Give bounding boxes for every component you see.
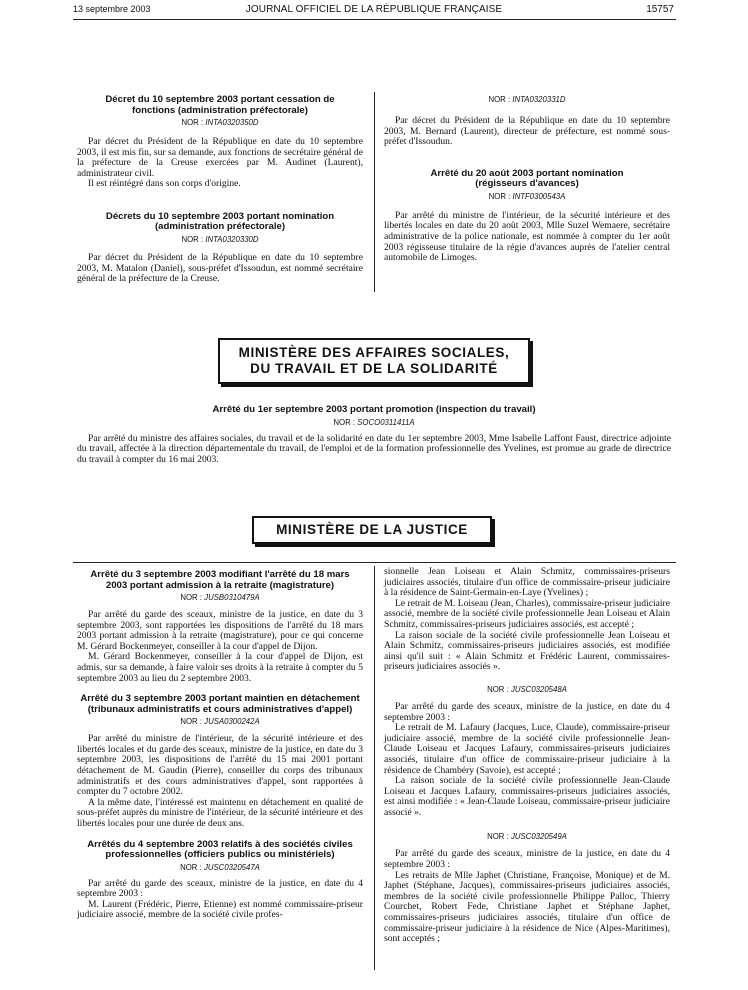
paragraph: Les retraits de Mlle Japhet (Christiane, Françoise, Monique) et de M. Japhet (Stéphane, Jacques), commissaires-priseurs judiciaires associés, membres de la société civile professionnelle Philippe Palloc, Thierry Courchet, Robert Fede, Christiane Japhet et Stéphane Japhet, commissaires-priseurs judiciaires associés, titulaire d'un office de commissaire-priseur judiciaire à la résidence de Nice (Alpes-Maritimes), sont acceptés ;	[384, 869, 670, 945]
right-top-column	[384, 95, 670, 264]
nor-line: NOR : JUSC0320548A	[487, 684, 567, 694]
left-bottom-column	[77, 570, 363, 921]
decree-title: Arrêté du 3 septembre 2003 portant maintien en détachement (tribunaux administratifs et cours administratives d'appel)	[80, 693, 360, 715]
paragraph: M. Gérard Bockenmeyer, conseiller à la cour d'appel de Dijon, est admis, sur sa demande, à faire valoir ses droits à la retraite à compter du 5 septembre 2003 au lieu du 2 septembre 2003.	[77, 651, 363, 684]
paragraph: Par décret du Président de la République en date du 10 septembre 2003, il est mis fin, sur sa demande, aux fonctions de secrétaire général de la préfecture de la Creuse exercées par M. Audinet (Laurent), administrateur civil.	[77, 136, 363, 179]
paragraph: Par arrêté du garde des sceaux, ministre de la justice, en date du 3 septembre 2003, sont rapportées les dispositions de l'arrêté du 18 mars 2003 portant admission à la retraite (magistrature), pour ce qui concerne M. Gérard Bockenmeyer, conseiller à la cour d'appel de Dijon.	[77, 609, 363, 652]
decree-title: Arrêté du 1er septembre 2003 portant promotion (inspection du travail)	[212, 404, 536, 415]
arrete-detachement	[77, 694, 363, 829]
nor-line: NOR : JUSA0300242A	[180, 717, 260, 727]
ministry-social-affairs-box	[218, 338, 530, 384]
right-bottom-column	[384, 567, 670, 945]
paragraph: Il est réintégré dans son corps d'origine.	[88, 178, 241, 190]
arrete-retraite	[77, 570, 363, 684]
header-date: 13 septembre 2003	[73, 4, 151, 14]
nor-line: NOR : INTA0320330D	[181, 234, 259, 244]
decree-cessation	[77, 95, 363, 190]
paragraph: Par arrêté du ministre des affaires sociales, du travail et de la solidarité en date du 1er septembre 2003, Mme Isabelle Laffont Faust, directrice adjointe du travail, affectée à la direction départementale du travail, de l'emploi et de la formation professionnelle des Yvelines, est promue au grade de directrice du travail à compter du 16 mai 2003.	[77, 432, 671, 465]
paragraph: Par arrêté du garde des sceaux, ministre de la justice, en date du 4 septembre 2003 :	[77, 877, 363, 900]
paragraph: M. Laurent (Frédéric, Pierre, Etienne) est nommé commissaire-priseur judiciaire associé, membre de la société civile profes-	[77, 898, 363, 921]
nor-line: NOR : JUSB0310479A	[180, 593, 260, 602]
header-rule	[73, 19, 676, 20]
decree-nomination	[77, 212, 363, 285]
decree-title: Arrêté du 3 septembre 2003 modifiant l'arrêté du 18 mars 2003 portant admission à la retraite (magistrature)	[90, 569, 350, 591]
paragraph: sionnelle Jean Loiseau et Alain Schmitz, commissaires-priseurs judiciaires associés, titulaire d'un office de commissaire-priseur judiciaire à la résidence de Saint-Germain-en-Laye (Yvelines) ;	[384, 566, 670, 599]
ministry-name: MINISTÈRE DE LA JUSTICE	[276, 522, 468, 537]
nor-line: NOR : JUSC0320547A	[180, 862, 260, 872]
header-journal-title: JOURNAL OFFICIEL DE LA RÉPUBLIQUE FRANÇAISE	[245, 4, 503, 15]
paragraph: Par arrêté du garde des sceaux, ministre de la justice, en date du 4 septembre 2003 :	[384, 848, 670, 871]
decree-title: Décret du 10 septembre 2003 portant cessation de fonctions (administration préfectorale)	[105, 94, 335, 116]
paragraph: La raison sociale de la société civile professionnelle Jean-Claude Loiseau et Jacques Lafaury, commissaires-priseurs judiciaires associés, est ainsi modifiée : « Jean-Claude Loiseau, commissaire-priseur judiciaire associé ».	[384, 775, 670, 818]
paragraph: A la même date, l'intéressé est maintenu en détachement en qualité de sous-préfet auprès du ministre de l'intérieur, de la sécurité intérieure et des libertés locales pour une durée de deux ans.	[77, 796, 363, 829]
paragraph: Par arrêté du garde des sceaux, ministre de la justice, en date du 4 septembre 2003 :	[384, 700, 670, 723]
decree-title: Arrêté du 20 août 2003 portant nomination (régisseurs d'avances)	[430, 167, 624, 190]
paragraph: La raison sociale de la société civile professionnelle Jean Loiseau et Alain Schmitz, commissaires-priseurs judiciaires associés, est modifiée ainsi qu'il suit : « Alain Schmitz et Frédéric Laurent, commissaires-priseurs judiciaires associés ».	[384, 629, 670, 673]
paragraph: Par décret du Président de la République en date du 10 septembre 2003, M. Matalon (Daniel), sous-préfet d'Issoudun, est nommé secrétaire général de la préfecture de la Creuse.	[77, 251, 363, 285]
paragraph: Le retrait de M. Loiseau (Jean, Charles), commissaire-priseur judiciaire associé, membre de la société civile professionnelle Jean Loiseau et Alain Schmitz, commissaires-priseurs judiciaires associés, est accepté ;	[384, 597, 670, 630]
ministry-name-line: DU TRAVAIL ET DE LA SOLIDARITÉ	[250, 361, 498, 376]
header-page-number: 15757	[646, 4, 674, 15]
nor-line: NOR : SOCO0311411A	[333, 417, 415, 427]
decree-title: Décrets du 10 septembre 2003 portant nomination (administration préfectorale)	[105, 210, 335, 233]
page-header	[0, 0, 748, 20]
column-divider	[374, 92, 375, 292]
section-rule	[73, 562, 676, 563]
decree-title: Arrêtés du 4 septembre 2003 relatifs à des sociétés civiles professionnelles (officiers publics ou ministériels)	[87, 838, 353, 860]
paragraph: Par décret du Président de la République en date du 10 septembre 2003, M. Bernard (Laurent), directeur de préfecture, est nommé sous-préfet d'Issoudun.	[384, 115, 670, 148]
nor-line: NOR : JUSC0320549A	[487, 832, 567, 842]
paragraph: Le retrait de M. Lafaury (Jacques, Luce, Claude), commissaire-priseur judiciaire associé, membre de la société civile professionnelle Jean-Claude Loiseau et Jacques Lafaury, commissaires-priseurs judiciaires associés, titulaire d'un office de commissaire-priseur judiciaire à la résidence de Chambéry (Savoie), est accepté ;	[384, 722, 670, 776]
column-divider	[374, 566, 375, 970]
ministry-name-line: MINISTÈRE DES AFFAIRES SOCIALES,	[238, 345, 510, 360]
ministry1-section	[77, 405, 671, 465]
ministry-justice-box	[252, 516, 492, 544]
nor-line: NOR : INTA0320331D	[488, 95, 566, 104]
paragraph: Par arrêté du ministre de l'intérieur, de la sécurité intérieure et des libertés locales et du garde des sceaux, ministre de la justice, en date du 3 septembre 2003, les dispositions de l'arrêté du 15 mai 2001 portant détachement de M. Gaudin (Pierre), conseiller du corps des tribunaux administratifs et des cours administratives d'appel, sont rapportées à compter du 7 octobre 2002.	[77, 733, 363, 798]
paragraph: Par arrêté du ministre de l'intérieur, de la sécurité intérieure et des libertés locales en date du 20 août 2003, Mlle Suzel Wemaere, secrétaire administrative de la police nationale, est nommée à compter du 1er août 2003 régisseuse titulaire de la régie d'avances auprès de l'atelier central automobile de Limoges.	[384, 209, 670, 264]
nor-line: NOR : INTA0320350D	[181, 118, 259, 127]
nor-line: NOR : INTF0300543A	[488, 191, 566, 201]
left-top-column	[77, 95, 363, 285]
arretes-societes-civiles	[77, 840, 363, 921]
